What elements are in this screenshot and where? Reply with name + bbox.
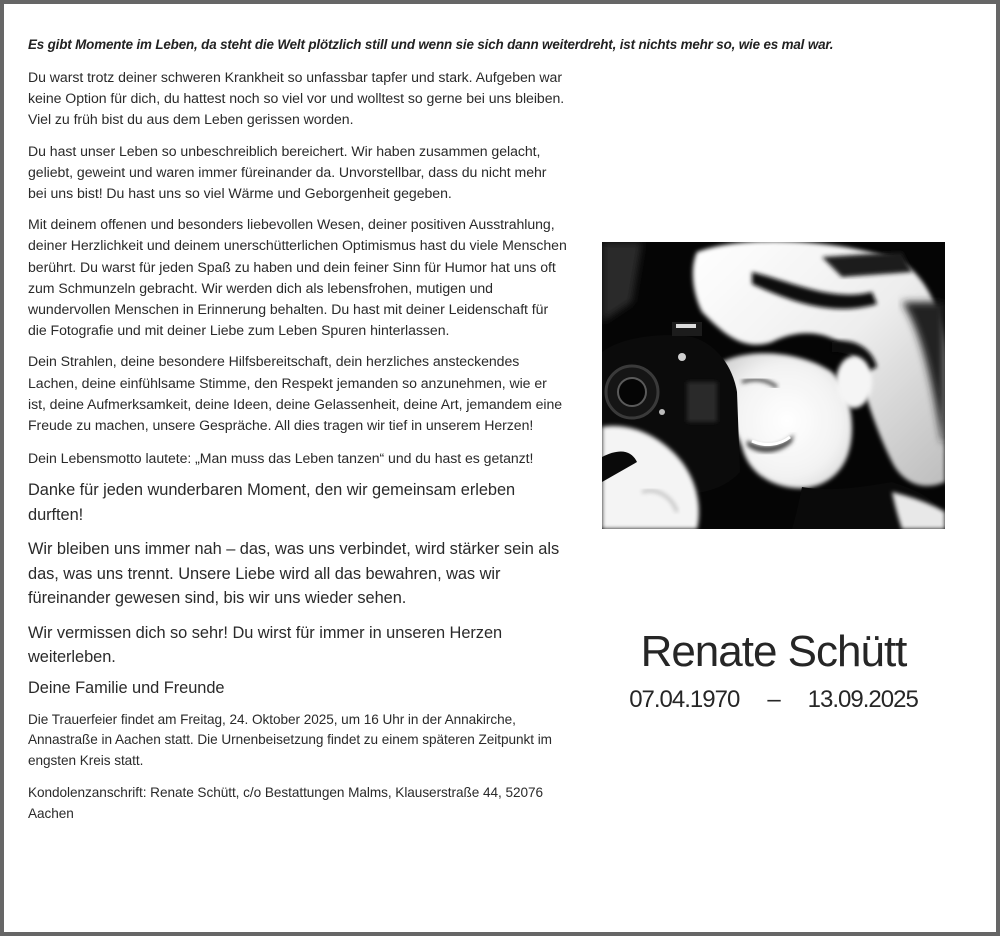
obituary-text-column [28, 67, 568, 836]
obituary-page [4, 4, 996, 932]
condolence-address: Kondolenzanschrift: Renate Schütt, c/o Bestattungen Malms, Klauserstraße 44, 52076 Aachen [28, 785, 544, 821]
deceased-info [602, 626, 945, 714]
life-motto: Dein Lebensmotto lautete: „Man muss das Leben tanzen“ und du hast es getanzt! [28, 450, 534, 467]
deceased-name: Renate Schütt [640, 627, 907, 676]
closeness-paragraph: Wir bleiben uns immer nah – das, was uns verbindet, wird stärker sein als das, was uns trennt. Unsere Liebe wird all das bewahren, was wir füreinander gewesen sind, bis wir uns wieder sehen. [28, 540, 560, 608]
date-separator: – [767, 686, 780, 713]
thanks-paragraph: Danke für jeden wunderbaren Moment, den wir gemeinsam erleben durften! [28, 481, 516, 524]
paragraph-2: Du hast unser Leben so unbeschreiblich bereichert. Wir haben zusammen gelacht, geliebt, geweint und waren immer füreinander da. Unvorstellbar, dass du nicht mehr bei uns bist! Du hast uns so viel Wärme und Geborgenheit gegeben. [28, 142, 547, 202]
headline-quote: Es gibt Momente im Leben, da steht die Welt plötzlich still und wenn sie sich dann weiterdreht, ist nichts mehr so, wie es mal war. [28, 37, 834, 52]
life-dates [602, 686, 945, 714]
funeral-info: Die Trauerfeier findet am Freitag, 24. Oktober 2025, um 16 Uhr in der Annakirche, Annastraße in Aachen statt. Die Urnenbeisetzung findet zu einem späteren Zeitpunkt im engsten Kreis statt. [28, 711, 552, 768]
birth-date: 07.04.1970 [629, 686, 740, 713]
death-date: 13.09.2025 [807, 686, 918, 713]
paragraph-4: Dein Strahlen, deine besondere Hilfsbereitschaft, dein herzliches ansteckendes Lachen, deine einfühlsame Stimme, den Respekt jemanden so anzunehmen, wie er ist, deine Aufmerksamkeit, deine Ideen, deine Gelassenheit, deine Art, jemandem eine Freude zu machen, unsere Gespräche. All dies tragen wir tief in unserem Herzen! [28, 353, 563, 434]
missing-paragraph: Wir vermissen dich so sehr! Du wirst für immer in unseren Herzen weiterleben. [28, 623, 503, 667]
signature: Deine Familie und Freunde [28, 678, 225, 697]
portrait-photo [602, 242, 945, 529]
paragraph-1: Du warst trotz deiner schweren Krankheit so unfassbar tapfer und stark. Aufgeben war keine Option für dich, du hattest noch so viel vor und wolltest so gerne bei uns bleiben. Viel zu früh bist du aus dem Leben gerissen worden. [28, 69, 565, 128]
paragraph-3: Mit deinem offenen und besonders liebevollen Wesen, deiner positiven Ausstrahlung, deiner Herzlichkeit und deinem unerschütterlichen Optimismus hast du viele Menschen berührt. Du warst für jeden Spaß zu haben und dein feiner Sinn für Humor hat uns oft zum Schmunzeln gebracht. Wir werden dich als lebensfrohen, mutigen und wundervollen Menschen in Erinnerung behalten. Du hast mit deiner Leidenschaft für die Fotografie und mit deiner Liebe zum Leben Spuren hinterlassen. [28, 216, 567, 339]
